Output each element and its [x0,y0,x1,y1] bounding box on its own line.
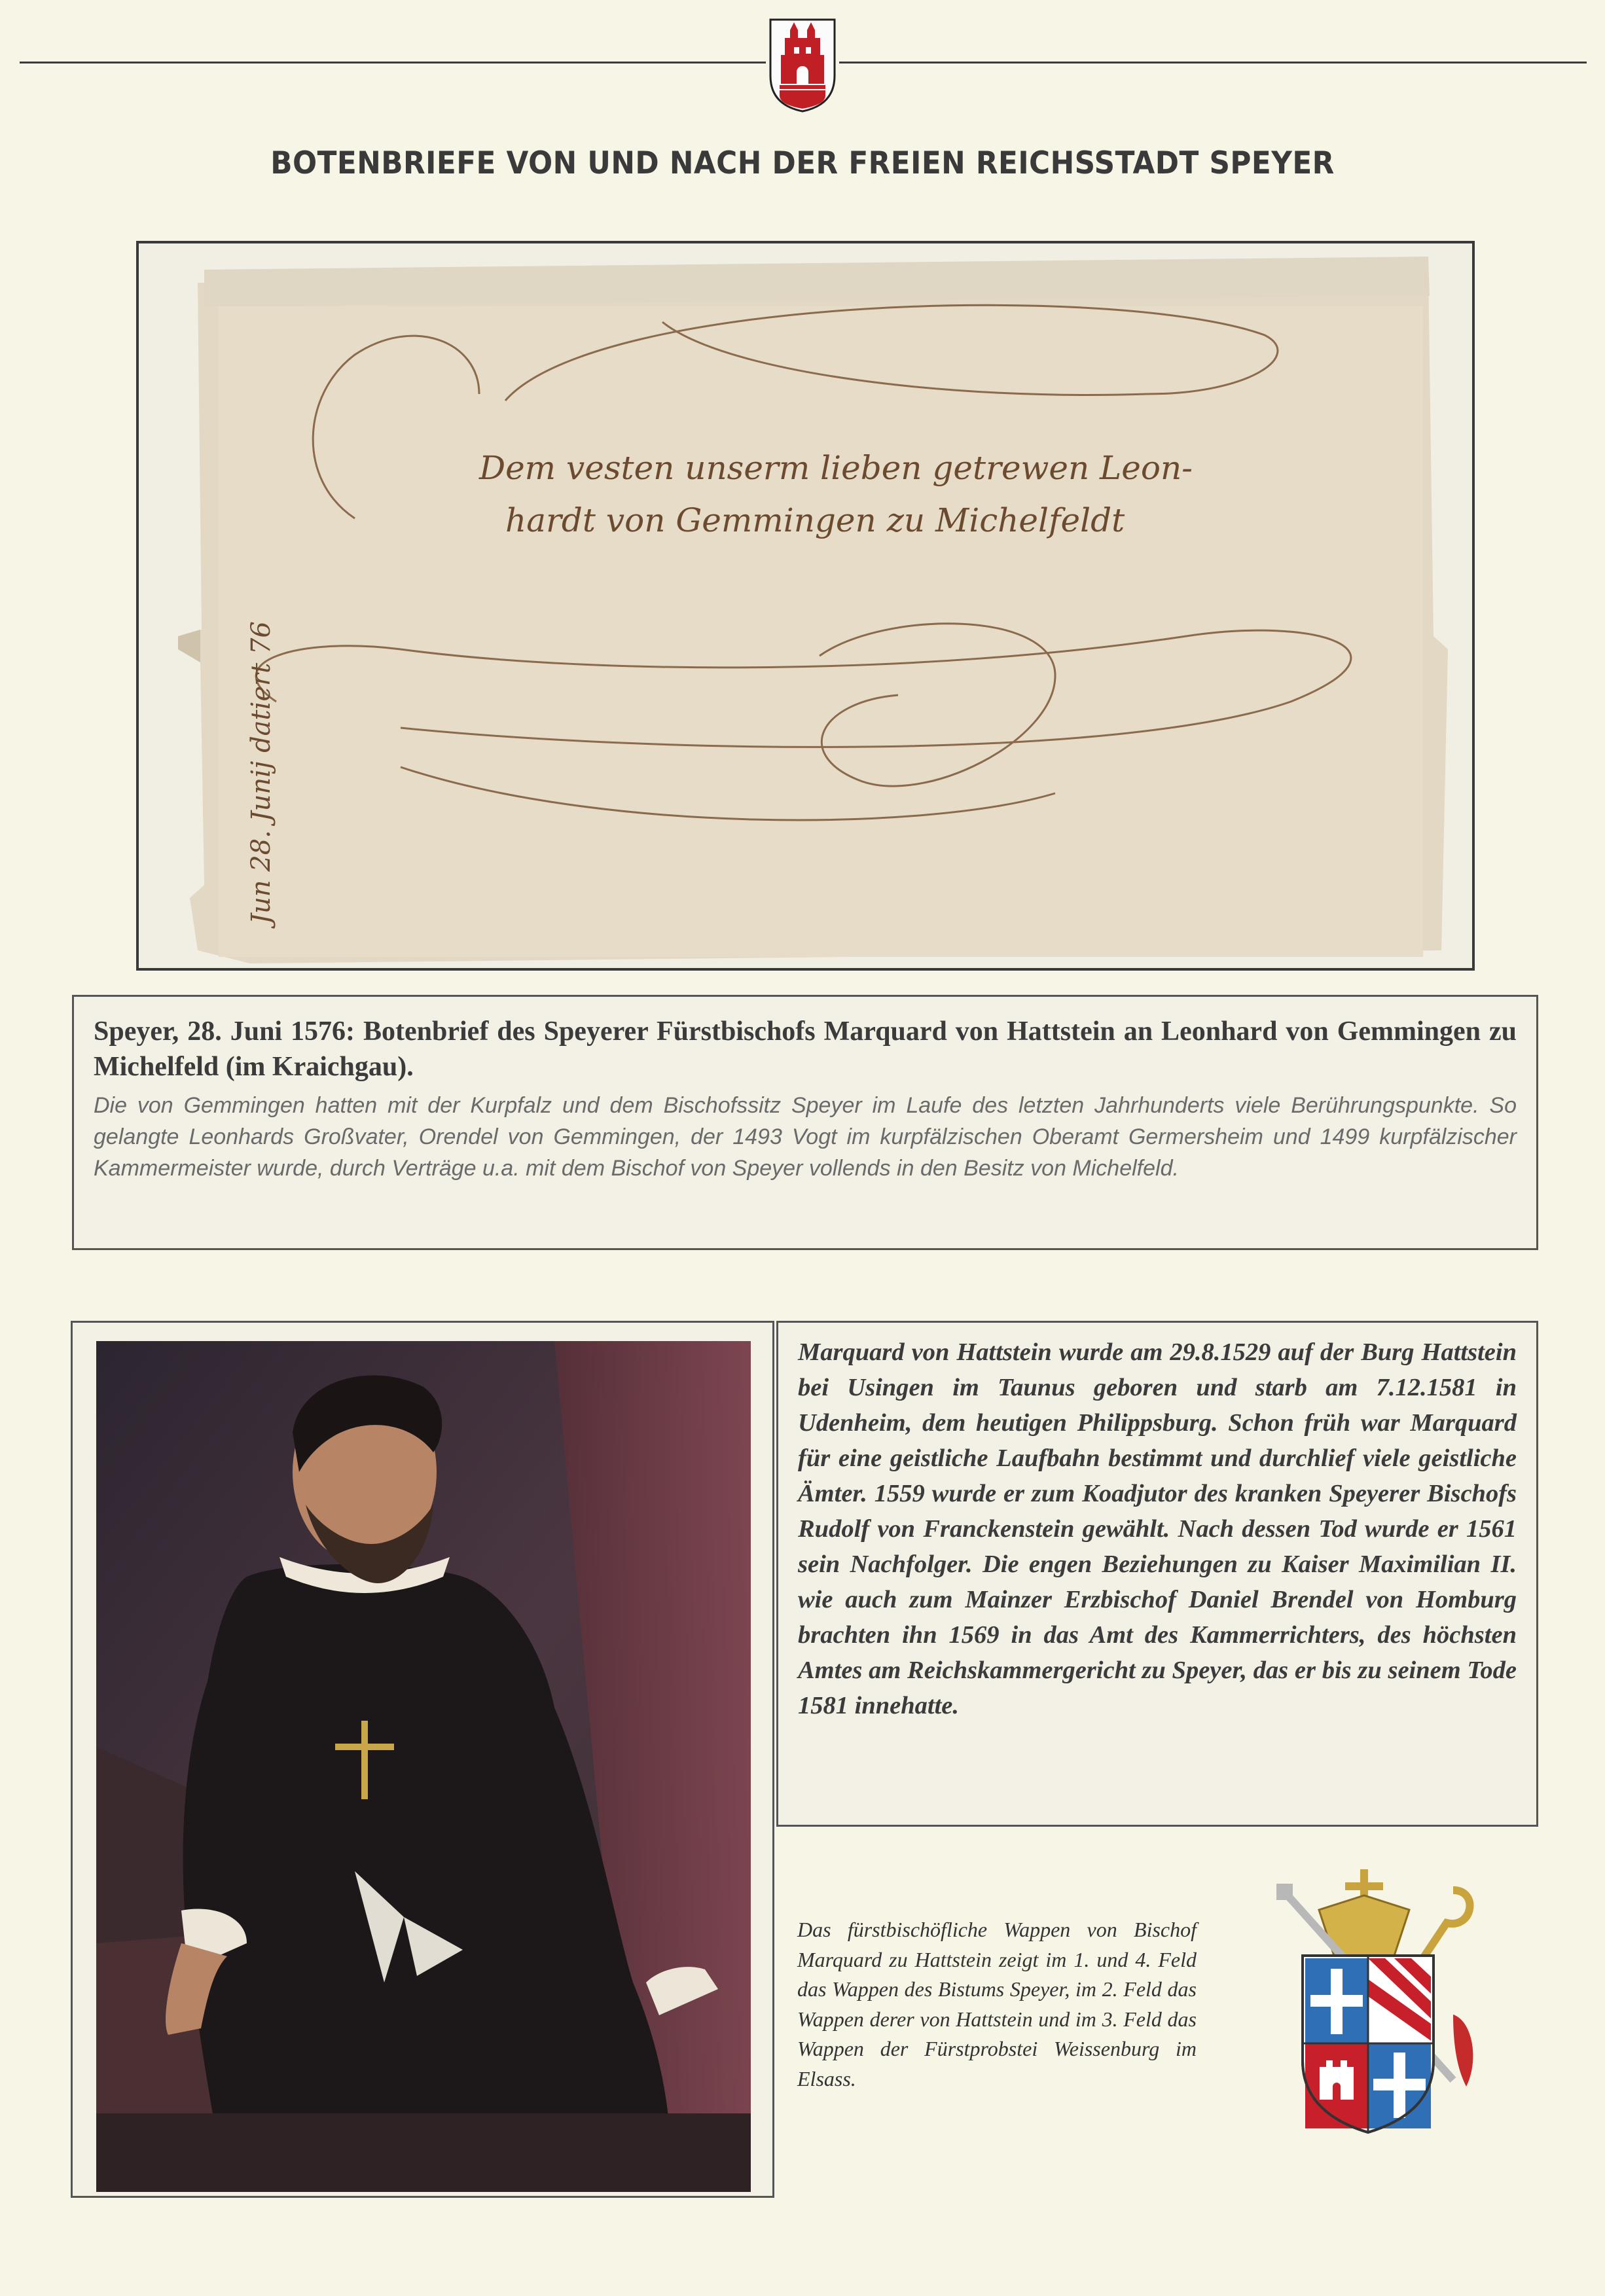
page-title: BOTENBRIEFE VON UND NACH DER FREIEN REICHSSTADT SPEYER [270,145,1335,181]
caption-heading: Speyer, 28. Juni 1576: Botenbrief des Speyerer Fürstbischofs Marquard von Hattstein an Leonhard von Gemmingen zu Michelfeld (im Kraichgau). [94,1016,1517,1082]
coat-of-arms-description: Das fürstbischöfliche Wappen von Bischof Marquard zu Hattstein zeigt im 1. und 4. Feld das Wappen des Bistums Speyer, im 2. Feld das Wappen derer von Hattstein und im 3. Feld das Wappen der Fürstprobstei Weissenburg im Elsass. [797,1918,1197,2090]
top-rule-right [839,62,1587,63]
letter-address-line-1: Dem vesten unserm lieben getrewen Leon- [479,449,1193,487]
speyer-city-crest-icon [766,16,839,114]
biography-box [776,1321,1538,1827]
portrait-image [96,1341,751,2192]
letter-caption-box [72,995,1538,1250]
letter-address-line-2: hardt von Gemmingen zu Michelfeldt [505,501,1125,539]
letter-frame [136,241,1475,971]
letter-docket-note: Jun 28. Junij datiert 76 [246,621,276,924]
caption-body: Die von Gemmingen hatten mit der Kurpfalz und dem Bischofssitz Speyer im Laufe des letzten Jahrhunderts viele Berührungspunkte. So gelangte Leonhards Großvater, Orendel von Gemmingen, der 1493 Vogt im kurpfälzischen Oberamt Germersheim und 1499 kurpfälzischer Kammermeister wurde, durch Verträge u.a. mit dem Bischof von Speyer vollends in den Besitz von Michelfeld. [94,1093,1517,1181]
biography-text: Marquard von Hattstein wurde am 29.8.1529 auf der Burg Hattstein bei Usingen im Taunus geboren und starb am 7.12.1581 in Udenheim, dem heutigen Philippsburg. Schon früh war Marquard für eine geistliche Laufbahn bestimmt und durchlief viele geistliche Ämter. 1559 wurde er zum Koadjutor des kranken Speyerer Bischofs Rudolf von Franckenstein gewählt. Nach dessen Tod wurde er 1561 sein Nachfolger. Die engen Beziehungen zu Kaiser Maximilian II. wie auch zum Mainzer Erzbischof Daniel Brendel von Homburg brachten ihn 1569 in das Amt des Kammerrichters, des höchsten Amtes am Reichskammergericht zu Speyer, das er bis zu seinem Tode 1581 innehatte. [798,1338,1517,1719]
historic-letter-image [139,243,1472,968]
top-rule-left [20,62,766,63]
portrait-frame [71,1321,774,2198]
coat-of-arms-icon [1257,1864,1492,2159]
